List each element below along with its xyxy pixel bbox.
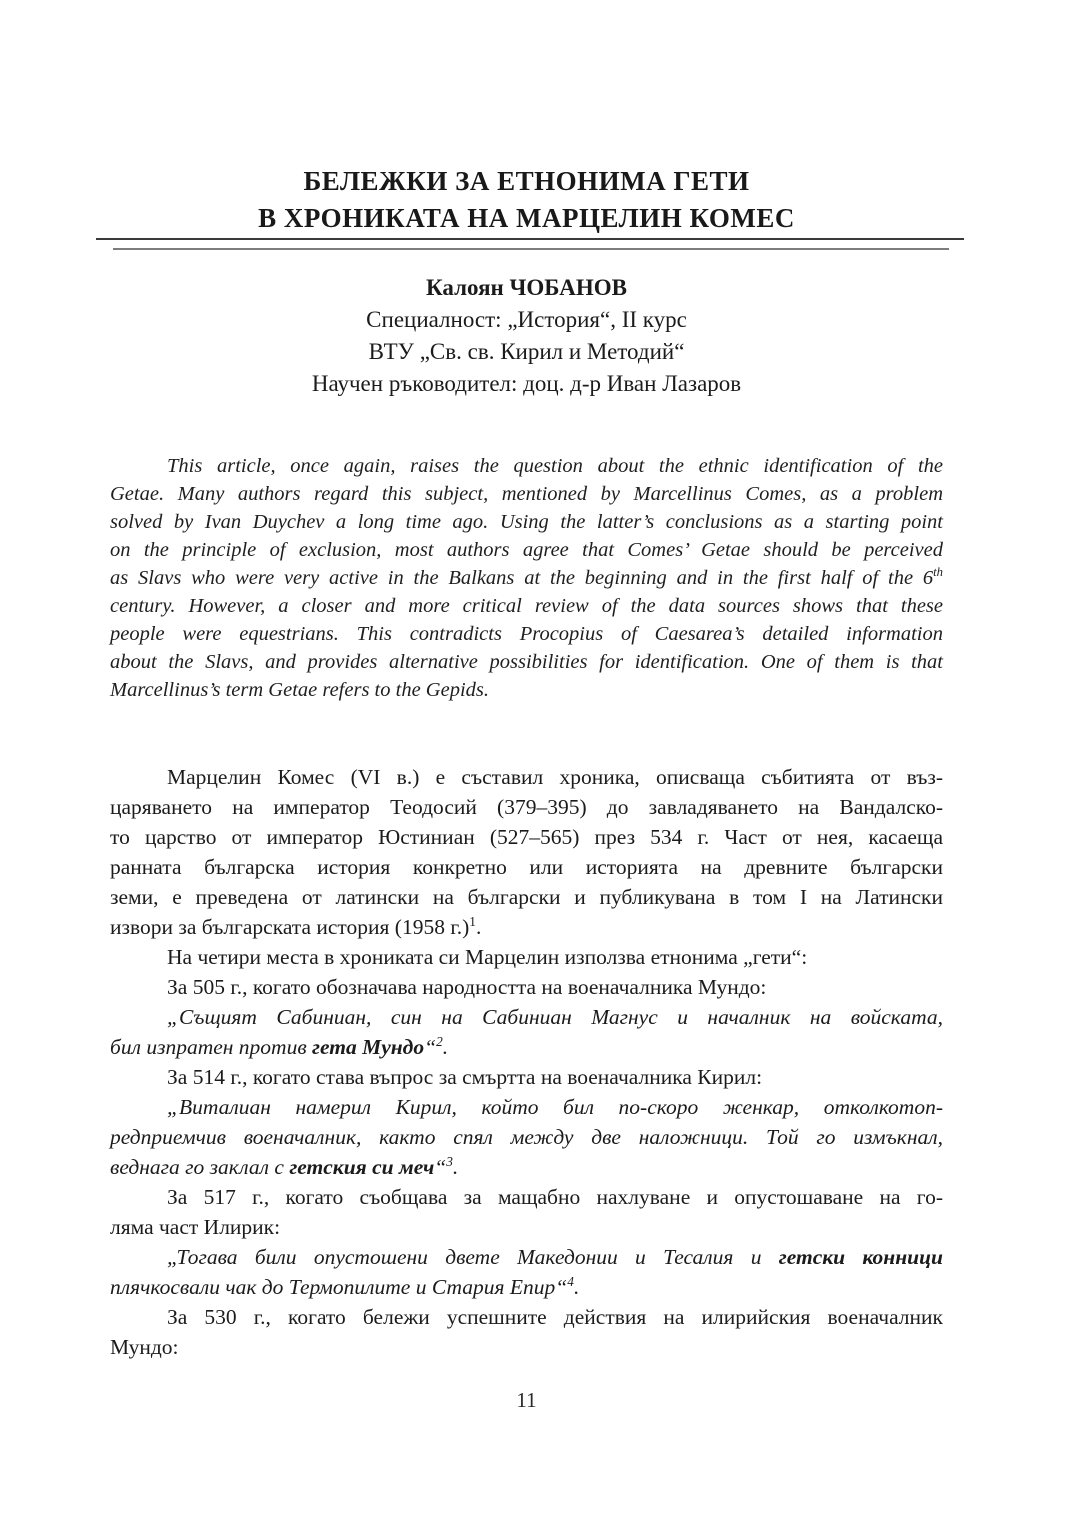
text-segment: плячкосвали чак до Термопилите и Стария Епир — [110, 1275, 556, 1299]
text-line — [110, 480, 943, 508]
text-line — [110, 648, 943, 676]
footnote-reference: 2 — [436, 1033, 443, 1049]
text-segment: Marcellinus’s term Getae refers to the Gepids. — [110, 679, 489, 701]
text-segment: царяването на император Теодосий (379–395) до завладяването на Вандалско- — [110, 795, 943, 819]
title-rule-secondary — [113, 248, 949, 250]
body-paragraph — [110, 1182, 943, 1242]
text-segment: За 517 г., когато съобщава за мащабно нахлуване и опустошаване на го- — [167, 1185, 943, 1209]
text-segment: . — [452, 1155, 459, 1179]
text-line — [110, 1302, 943, 1332]
text-line — [110, 882, 943, 912]
text-segment: извори за българската история (1958 г.) — [110, 915, 470, 939]
text-segment: . — [573, 1275, 580, 1299]
body-paragraph — [110, 762, 943, 942]
text-line — [110, 1092, 943, 1122]
footnote-reference: 4 — [567, 1273, 574, 1289]
text-line — [110, 852, 943, 882]
text-line — [110, 912, 943, 942]
text-segment: “ — [434, 1155, 447, 1179]
author-university: ВТУ „Св. св. Кирил и Методий“ — [368, 339, 685, 364]
text-line — [110, 1032, 943, 1062]
text-line — [110, 1152, 943, 1182]
text-line — [110, 1002, 943, 1032]
body-paragraph — [110, 972, 943, 1002]
text-segment: . — [475, 915, 482, 939]
text-segment: За 514 г., когато става въпрос за смъртта на военачалника Кирил: — [167, 1065, 763, 1089]
text-segment: „Виталиан намерил Кирил, който бил по-скоро женкар, отколкотоп- — [167, 1095, 943, 1119]
text-segment: гета Мундо — [312, 1035, 425, 1059]
text-line — [110, 564, 943, 592]
text-line — [110, 536, 943, 564]
text-segment: редприемчив военачалник, както спял между две наложници. Той го измъкнал, — [110, 1125, 943, 1149]
text-segment: people were equestrians. This contradicts Procopius of Caesarea’s detailed information — [110, 623, 943, 645]
text-segment: земи, е преведена от латински на български и публикувана в том I на Латински — [110, 885, 943, 909]
text-segment: about the Slavs, and provides alternative possibilities for identification. One of them is that — [110, 651, 943, 673]
text-segment: Мундо: — [110, 1335, 179, 1359]
text-segment: century. However, a closer and more critical review of the data sources shows that these — [110, 595, 943, 617]
text-segment: На четири места в хрониката си Марцелин използва етнонима „гети“: — [167, 945, 808, 969]
text-segment: Getae. Many authors regard this subject, mentioned by Marcellinus Comes, as a problem — [110, 483, 943, 505]
text-segment: Марцелин Комес (VI в.) е съставил хроника, описваща събитията от въз- — [167, 765, 943, 789]
abstract — [110, 452, 943, 704]
author-supervisor: Научен ръководител: доц. д-р Иван Лазаров — [311, 371, 742, 396]
text-line — [110, 792, 943, 822]
text-line — [110, 1212, 943, 1242]
article-title — [110, 163, 943, 237]
text-segment: ляма част Илирик: — [110, 1215, 281, 1239]
text-segment: За 530 г., когато бележи успешните действия на илирийския военачалник — [167, 1305, 943, 1329]
text-segment: on the principle of exclusion, most authors agree that Comes’ Getae should be perceived — [110, 539, 943, 561]
text-segment: „Същият Сабиниан, син на Сабиниан Магнус и началник на войската, — [167, 1005, 943, 1029]
body-paragraph — [110, 1302, 943, 1362]
article-body — [110, 762, 943, 1362]
text-segment: “ — [555, 1275, 568, 1299]
text-segment: solved by Ivan Duychev a long time ago. Using the latter’s conclusions as a starting point — [110, 511, 943, 533]
text-line — [110, 942, 943, 972]
text-segment: ранната българска история конкретно или историята на древните български — [110, 855, 943, 879]
author-name: Калоян ЧОБАНОВ — [426, 275, 627, 300]
quote-paragraph — [110, 1242, 943, 1302]
text-line — [110, 676, 943, 704]
text-segment: веднага го заклал с — [110, 1155, 290, 1179]
quote-paragraph — [110, 1092, 943, 1182]
article-title-line2: В ХРОНИКАТА НА МАРЦЕЛИН КОМЕС — [258, 203, 795, 233]
text-line — [110, 620, 943, 648]
text-line — [110, 452, 943, 480]
body-paragraph — [110, 942, 943, 972]
author-speciality: Специалност: „История“, II курс — [366, 307, 687, 332]
body-paragraph — [110, 1062, 943, 1092]
text-segment: This article, once again, raises the question about the ethnic identification of the — [167, 455, 943, 477]
text-segment: гетския си меч — [289, 1155, 435, 1179]
text-line — [110, 1242, 943, 1272]
text-line — [110, 1332, 943, 1362]
page-number: 11 — [516, 1388, 537, 1412]
text-line — [110, 1122, 943, 1152]
text-line — [110, 1272, 943, 1302]
text-segment: “ — [424, 1035, 437, 1059]
text-segment: . — [442, 1035, 449, 1059]
article-title-line1: БЕЛЕЖКИ ЗА ЕТНОНИМА ГЕТИ — [303, 166, 750, 196]
text-segment: бил изпратен против — [110, 1035, 313, 1059]
text-segment: as Slavs who were very active in the Balkans at the beginning and in the first half of the 6 — [110, 567, 934, 589]
text-line — [110, 972, 943, 1002]
text-line — [110, 1182, 943, 1212]
footnote-reference: 1 — [469, 913, 476, 929]
quote-paragraph — [110, 1002, 943, 1062]
footnote-reference: th — [933, 565, 943, 580]
footnote-reference: 3 — [446, 1153, 453, 1169]
text-line — [110, 822, 943, 852]
text-segment: „Тогава били опустошени двете Македонии и Тесалия и — [167, 1245, 779, 1269]
text-line — [110, 592, 943, 620]
author-block — [110, 272, 943, 400]
text-line — [110, 1062, 943, 1092]
text-segment: то царство от император Юстиниан (527–565) през 534 г. Част от нея, касаеща — [110, 825, 943, 849]
text-line — [110, 762, 943, 792]
text-segment: гетски конници — [778, 1245, 943, 1269]
text-line — [110, 508, 943, 536]
title-rule-primary — [96, 238, 964, 240]
text-segment: За 505 г., когато обозначава народността на военачалника Мундо: — [167, 975, 767, 999]
